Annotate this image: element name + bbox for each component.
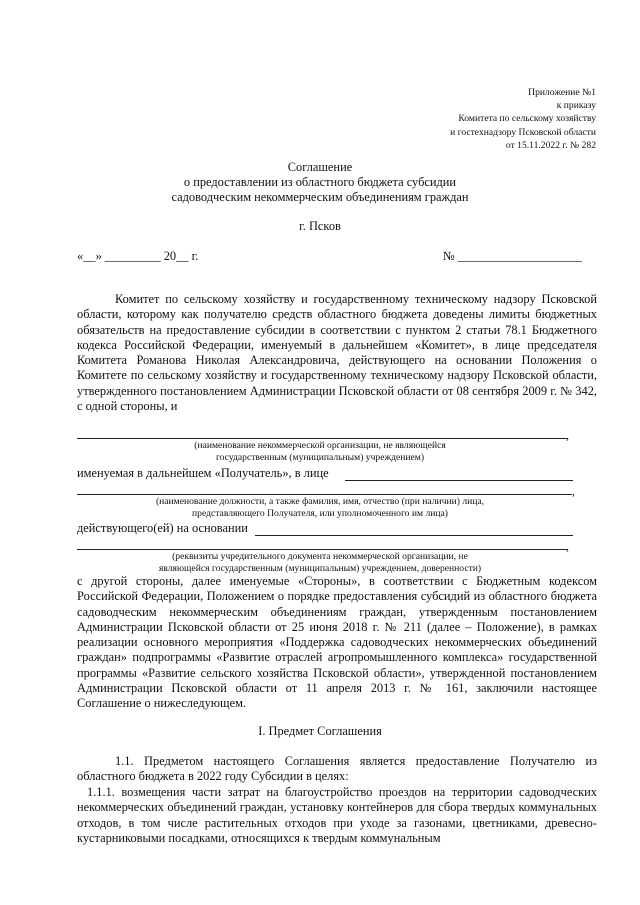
representative-blank	[77, 494, 572, 495]
document-caption	[120, 551, 520, 576]
section-1-heading: I. Предмет Соглашения	[258, 724, 382, 738]
intro-paragraph: Комитет по сельскому хозяйству и государственному техническому надзору Псковской области, которому как получателю средств областного бюджета доведены лимиты бюджетных обязательств на предоставление субсидии в соответствии с пунктом 2 статьи 78.1 Бюджетного кодекса Российской Федерации, именуемый в дальнейшем «Комитет», в лице председателя Комитета Романова Николая Александровича, действующего на основании Положения о Комитете по сельскому хозяйству и государственному техническому надзору Псковской области, утвержденного постановлением Администрации Псковской области от 08 сентября 2009 г. № 342, с одной стороны, и	[77, 292, 597, 414]
city-name: г. Псков	[299, 219, 341, 233]
basis-label: действующего(ей) на основании	[77, 521, 248, 535]
caption-2-line-1: (наименование должности, а также фамилия, имя, отчество (при наличии) лица,	[155, 496, 485, 507]
caption-1-line-2: государственным (муниципальным) учреждением)	[215, 452, 425, 464]
representative-caption	[120, 496, 520, 521]
title-line-2: о предоставлении из областного бюджета субсидии	[183, 175, 457, 190]
parties-paragraph: с другой стороны, далее именуемые «Стороны», в соответствии с Бюджетным кодексом Российской Федерации, Положением о порядке предоставления субсидий из областного бюджета садоводческим некоммерческим объединениям граждан, утвержденным постановлением Администрации Псковской области от 25 июня 2018 г. № 211 (далее – Положение), в рамках реализации основного мероприятия «Поддержка садоводческих некоммерческих объединений граждан» подпрограммы «Развитие отраслей агропромышленного комплекса» государственной программы «Развитие сельского хозяйства Псковской области», утвержденной постановлением Администрации Псковской области от 11 апреля 2013 г. № 161, заключили настоящее Соглашение о нижеследующем.	[77, 574, 597, 711]
title-line-1: Соглашение	[287, 160, 353, 174]
appendix-line-5: от 15.11.2022 г. № 282	[505, 139, 596, 151]
appendix-line-2: к приказу	[556, 100, 596, 112]
comma-2: ,	[572, 484, 575, 498]
number-placeholder: № ____________________	[443, 249, 582, 263]
clause-1-1: 1.1. Предметом настоящего Соглашения является предоставление Получателю из областного бюджета в 2022 году Субсидии в целях:	[77, 754, 597, 784]
comma-1: ,	[566, 428, 569, 442]
organization-blank	[77, 438, 567, 439]
appendix-line-4: и гостехнадзору Псковской области	[450, 126, 596, 138]
title-line-3: садоводческим некоммерческим объединениям граждан	[171, 190, 469, 205]
appendix-block	[336, 86, 596, 152]
document-blank	[77, 549, 567, 550]
comma-3: ,	[566, 539, 569, 553]
clause-1-1-1: 1.1.1. возмещения части затрат на благоустройство проездов на территории садоводческих некоммерческих объединений граждан, установку контейнеров для сбора твердых коммунальных отходов, в том числе растительных отходов при уходе за газонами, цветниками, древесно-кустарниковыми посадками, относящихся к твердым коммунальным	[77, 785, 597, 845]
recipient-row	[77, 466, 329, 481]
date-placeholder: «__» _________ 20__ г.	[77, 249, 199, 263]
basis-fill	[255, 535, 573, 536]
organization-caption	[120, 440, 520, 465]
caption-3-line-1: (реквизиты учредительного документа некоммерческой организации, не	[172, 551, 468, 562]
caption-2-line-2: представляющего Получателя, или уполномоченного им лица)	[192, 508, 448, 520]
appendix-line-3: Комитета по сельскому хозяйству	[458, 113, 596, 125]
basis-row	[77, 521, 248, 536]
appendix-line-1: Приложение №1	[528, 87, 596, 98]
representative-fill	[345, 480, 573, 481]
agreement-title	[0, 160, 640, 206]
recipient-label: именуемая в дальнейшем «Получатель», в лице	[77, 466, 329, 480]
caption-1-line-1: (наименование некоммерческой организации, не являющейся	[194, 440, 446, 451]
caption-3-line-2: являющейся государственным (муниципальным) учреждением, доверенности)	[158, 563, 482, 575]
